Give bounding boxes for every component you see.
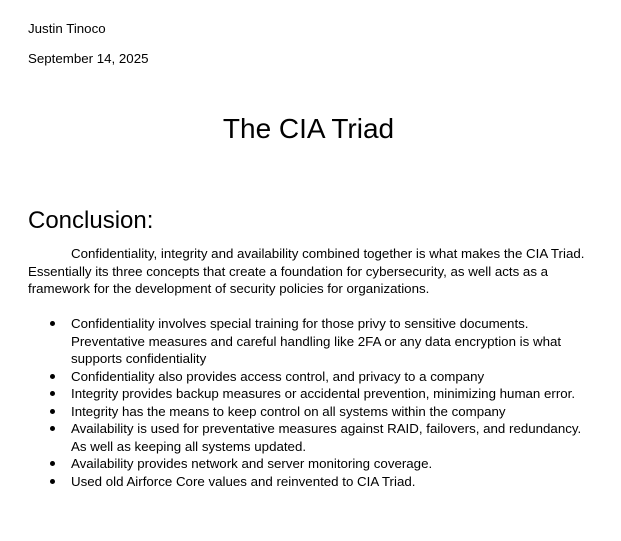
list-item-text: Confidentiality involves special training for those privy to sensitive documents. Preventative measures and careful handling like 2FA or any data encryption is what supports confidentiality: [71, 316, 562, 366]
conclusion-paragraph: Confidentiality, integrity and availability combined together is what makes the CIA Triad. Essentially its three concepts that create a foundation for cybersecurity, as well acts as a framework for the development of security policies for organizations.: [28, 246, 585, 296]
document-date: September 14, 2025: [28, 51, 149, 66]
list-item: [28, 368, 598, 386]
bullet-icon: [50, 426, 55, 431]
list-item-text: Integrity provides backup measures or accidental prevention, minimizing human error.: [71, 386, 576, 401]
list-item: [28, 420, 598, 455]
bullet-icon: [50, 374, 55, 379]
list-item: [28, 385, 598, 403]
list-item-text: Confidentiality also provides access control, and privacy to a company: [71, 368, 485, 384]
section-heading: Conclusion:: [28, 207, 154, 234]
author-name: Justin Tinoco: [28, 21, 106, 36]
bullet-list: [28, 315, 598, 490]
list-item-text: Integrity has the means to keep control on all systems within the company: [71, 403, 506, 419]
list-item: [28, 315, 598, 368]
bullet-icon: [50, 321, 55, 326]
list-item-text: Used old Airforce Core values and reinvented to CIA Triad.: [71, 473, 416, 489]
list-item: [28, 455, 598, 473]
list-item: [28, 473, 598, 491]
document-title: The CIA Triad: [222, 113, 395, 144]
bullet-icon: [50, 461, 55, 466]
bullet-icon: [50, 409, 55, 414]
list-item-text: Availability is used for preventative measures against RAID, failovers, and redundancy. As well as keeping all systems updated.: [71, 421, 582, 454]
list-item-text: Availability provides network and server monitoring coverage.: [71, 456, 433, 471]
bullet-icon: [50, 479, 55, 484]
bullet-icon: [50, 391, 55, 396]
list-item: [28, 403, 598, 421]
